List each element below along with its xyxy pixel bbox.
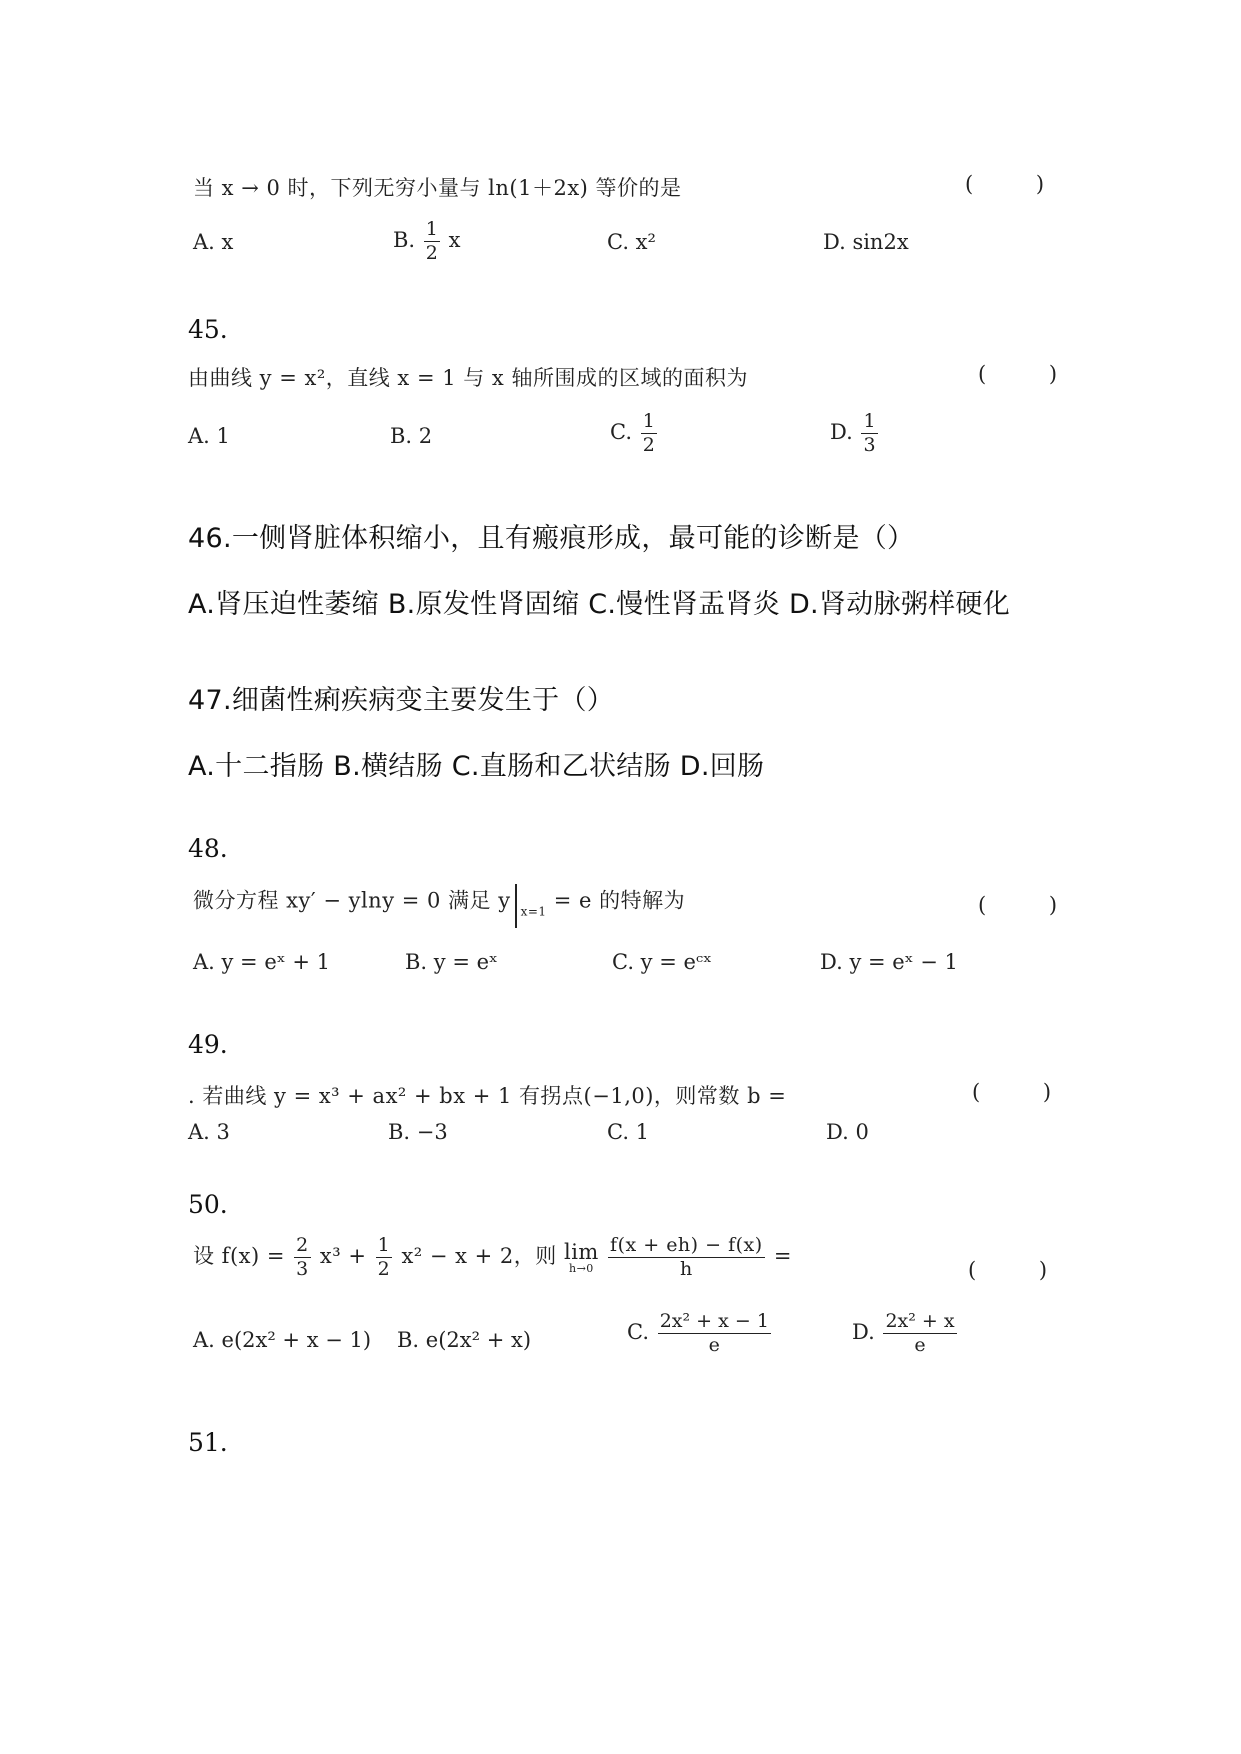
q48-stem-post: = e 的特解为 xyxy=(553,888,686,913)
q45-option-d xyxy=(830,412,880,455)
q49-answer-paren: ( ) xyxy=(972,1080,1080,1104)
q48-eval-subscript: x=1 xyxy=(520,904,547,919)
q45-number: 45. xyxy=(188,315,228,344)
q50-number: 50. xyxy=(188,1190,228,1219)
q49-option-d: D. 0 xyxy=(826,1120,869,1144)
q50-limit xyxy=(563,1239,599,1275)
fraction-denominator: h xyxy=(679,1258,693,1280)
q45-option-c-fraction xyxy=(641,412,657,455)
q46-stem: 46.一侧肾脏体积缩小，且有瘢痕形成，最可能的诊断是（） xyxy=(188,523,915,554)
q50-option-c-fraction xyxy=(658,1312,771,1355)
fraction-numerator: 2x² + x xyxy=(885,1310,955,1332)
q44-option-c: C. x² xyxy=(607,230,656,254)
q50-stem-mid-1: x³ + xyxy=(319,1244,367,1268)
q48-stem xyxy=(193,880,685,924)
q44-option-d: D. sin2x xyxy=(823,230,909,254)
q50-fraction-3 xyxy=(608,1236,765,1279)
q48-answer-paren: ( ) xyxy=(978,893,1086,917)
q50-option-d-prefix: D. xyxy=(852,1320,875,1344)
q48-number: 48. xyxy=(188,834,228,863)
q50-option-b: B. e(2x² + x) xyxy=(397,1328,532,1352)
fraction-denominator: 2 xyxy=(377,1258,391,1280)
q44-stem: 当 x → 0 时，下列无穷小量与 ln(1＋2x) 等价的是 xyxy=(193,176,682,200)
q50-answer-paren: ( ) xyxy=(968,1258,1076,1282)
evaluation-bar xyxy=(515,884,517,928)
q50-fraction-2 xyxy=(376,1236,393,1279)
q50-option-c xyxy=(627,1312,773,1355)
q45-option-b: B. 2 xyxy=(390,424,433,448)
q50-option-d-fraction xyxy=(883,1312,956,1355)
q45-answer-paren: ( ) xyxy=(978,362,1086,386)
q44-option-b-fraction xyxy=(424,220,440,263)
q47-stem: 47.细菌性痢疾病变主要发生于（） xyxy=(188,685,615,716)
q48-option-c: C. y = eᶜˣ xyxy=(612,950,713,974)
q44-answer-paren: ( ) xyxy=(965,172,1073,196)
fraction-denominator: e xyxy=(708,1334,720,1356)
q49-option-c: C. 1 xyxy=(607,1120,650,1144)
q48-stem-pre: 微分方程 xy′ − ylny = 0 满足 y xyxy=(193,888,511,913)
q45-option-d-fraction xyxy=(861,412,877,455)
fraction-numerator: 1 xyxy=(425,218,438,240)
q44-option-b-suffix: x xyxy=(448,228,461,252)
q48-option-a: A. y = eˣ + 1 xyxy=(193,950,330,974)
q49-number: 49. xyxy=(188,1030,228,1059)
q45-option-a: A. 1 xyxy=(188,424,230,448)
limit-operator: lim xyxy=(563,1239,599,1264)
q50-stem xyxy=(193,1236,792,1279)
q45-option-c-prefix: C. xyxy=(610,420,632,444)
q48-option-d: D. y = eˣ − 1 xyxy=(820,950,958,974)
q50-option-c-prefix: C. xyxy=(627,1320,649,1344)
q49-stem: . 若曲线 y = x³ + ax² + bx + 1 有拐点(−1,0)，则常数 b = xyxy=(188,1084,787,1108)
q44-option-b xyxy=(393,220,460,263)
q45-stem: 由曲线 y = x²，直线 x = 1 与 x 轴所围成的区域的面积为 xyxy=(188,366,748,390)
q50-stem-post: = xyxy=(773,1244,792,1268)
fraction-denominator: e xyxy=(914,1334,926,1356)
fraction-numerator: f(x + eh) − f(x) xyxy=(610,1234,763,1256)
fraction-numerator: 1 xyxy=(377,1234,391,1256)
q45-option-c xyxy=(610,412,659,455)
fraction-denominator: 2 xyxy=(425,242,438,264)
q50-stem-mid-2: x² − x + 2，则 xyxy=(401,1244,557,1268)
q50-fraction-1 xyxy=(294,1236,311,1279)
q44-option-b-prefix: B. xyxy=(393,228,416,252)
q51-number: 51. xyxy=(188,1428,228,1457)
fraction-numerator: 1 xyxy=(863,410,876,432)
fraction-numerator: 1 xyxy=(642,410,655,432)
fraction-denominator: 2 xyxy=(642,434,655,456)
fraction-numerator: 2x² + x − 1 xyxy=(659,1310,769,1332)
fraction-numerator: 2 xyxy=(296,1234,309,1256)
q50-option-a: A. e(2x² + x − 1) xyxy=(193,1328,372,1352)
q46-options: A.肾压迫性萎缩 B.原发性肾固缩 C.慢性肾盂肾炎 D.肾动脉粥样硬化 xyxy=(188,589,1011,620)
q49-option-b: B. −3 xyxy=(388,1120,448,1144)
limit-subscript: h→0 xyxy=(569,1261,594,1275)
q48-option-b: B. y = eˣ xyxy=(405,950,498,974)
q45-option-d-prefix: D. xyxy=(830,420,853,444)
q50-option-d xyxy=(852,1312,959,1355)
q50-stem-pre: 设 f(x) = xyxy=(193,1244,285,1268)
fraction-denominator: 3 xyxy=(296,1258,309,1280)
q49-option-a: A. 3 xyxy=(188,1120,230,1144)
q47-options: A.十二指肠 B.横结肠 C.直肠和乙状结肠 D.回肠 xyxy=(188,751,765,782)
q44-option-a: A. x xyxy=(193,230,234,254)
fraction-denominator: 3 xyxy=(863,434,876,456)
